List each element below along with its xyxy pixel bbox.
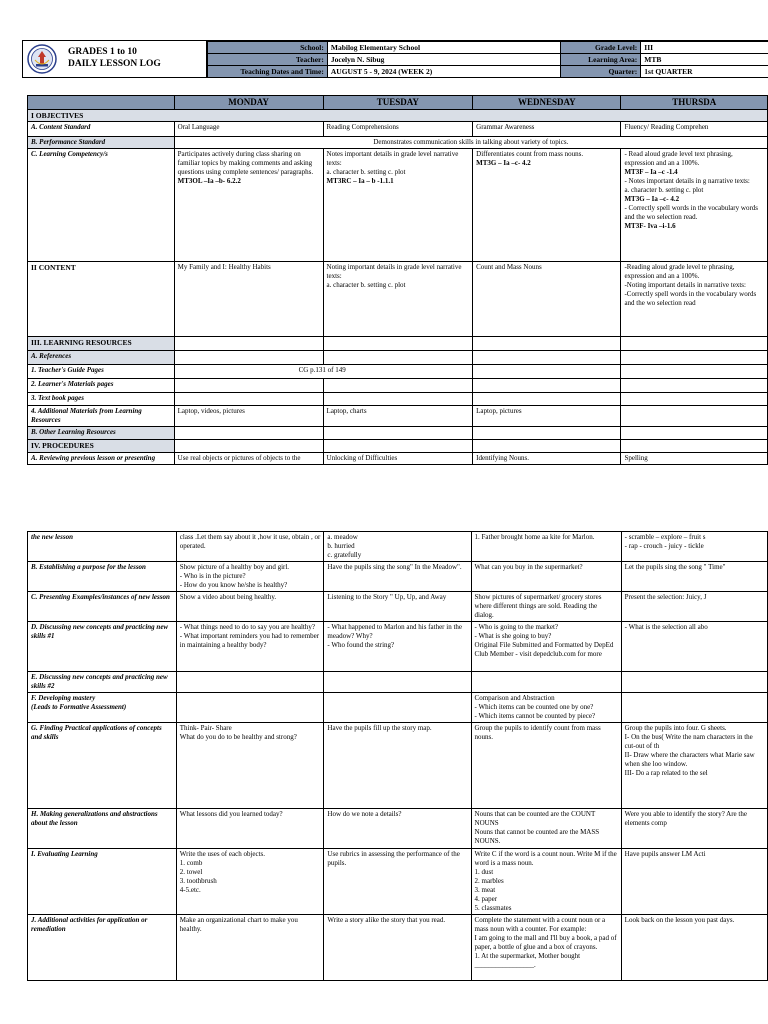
competency-label: C. Learning Competency/s <box>28 149 175 262</box>
section-objectives: I OBJECTIVES <box>28 110 768 122</box>
additional-materials-wed: Laptop, pictures <box>473 406 621 427</box>
examples-thu: Present the selection: Juicy, J <box>621 592 767 622</box>
day-tuesday: TUESDAY <box>323 96 473 110</box>
blank-cell <box>323 337 473 351</box>
additional-materials-tue: Laptop, charts <box>323 406 473 427</box>
purpose-label: B. Establishing a purpose for the lesson <box>28 562 177 592</box>
evaluating-thu: Have pupils answer LM Acti <box>621 849 767 915</box>
reviewing-mon: Use real objects or pictures of objects to the <box>174 453 323 465</box>
content-label: II CONTENT <box>28 262 175 337</box>
blank-cell <box>473 427 621 440</box>
teachers-guide-value <box>174 365 473 379</box>
competency-tue <box>323 149 473 262</box>
section-resources: III. LEARNING RESOURCES <box>28 337 175 351</box>
new-lesson-tue: a. meadow b. hurried c. gratefully <box>324 532 471 562</box>
generalizations-thu: Were you able to identify the story? Are the elements comp <box>621 809 767 849</box>
competency-wed-code: MT3G – Ia –c- 4.2 <box>476 159 531 167</box>
blank-cell <box>174 440 323 453</box>
evaluating-label: I. Evaluating Learning <box>28 849 177 915</box>
grade-label: Grade Level: <box>561 42 641 54</box>
blank-cell <box>621 351 768 365</box>
blank-cell <box>174 379 323 393</box>
blank-cell <box>621 365 768 379</box>
reviewing-tue: Unlocking of Difficulties <box>323 453 473 465</box>
performance-standard-label: B. Performance Standard <box>28 137 175 149</box>
references-label: A. References <box>28 351 175 365</box>
competency-thu-text-1: - Read aloud grade level text phrasing, expression and an a 100%. <box>624 150 733 167</box>
title-line-1: GRADES 1 to 10 <box>68 47 137 57</box>
generalizations-wed: Nouns that can be counted are the COUNT NOUNS Nouns that cannot be counted are the MASS NOUNS. <box>471 809 621 849</box>
quarter-label: Quarter: <box>561 66 641 78</box>
competency-mon-code: MT3OL –Ia –b- 6.2.2 <box>177 177 241 185</box>
new-lesson-label: the new lesson <box>28 532 177 562</box>
reviewing-label: A. Reviewing previous lesson or presenting <box>28 453 175 465</box>
competency-tue-text: Notes important details in grade level narrative texts: a. character b. setting c. plot <box>326 150 459 176</box>
blank-cell <box>176 693 324 723</box>
examples-label: C. Presenting Examples/instances of new lesson <box>28 592 177 622</box>
reviewing-thu: Spelling <box>621 453 768 465</box>
header-title-block <box>23 41 207 77</box>
evaluating-tue: Use rubrics in assessing the performance of the pupils. <box>324 849 471 915</box>
blank-cell <box>473 393 621 406</box>
teacher-value: Jocelyn N. Sibug <box>327 54 561 66</box>
additional-activities-wed: Complete the statement with a count noun or a mass noun with a counter. For example: I am going to the mall and I'll buy a book, a pad of paper, a bottle of glue and a box of crayons. 1. At the supermarket, Mother bought _________________. <box>471 915 621 981</box>
mastery-wed: Comparison and Abstraction - Which items can be counted one by one? - Which items cannot be counted by piece? <box>471 693 621 723</box>
blank-cell <box>473 365 621 379</box>
content-standard-wed: Grammar Awareness <box>473 122 621 137</box>
teachers-guide-text: CG p.131 of 149 <box>298 366 346 374</box>
practical-thu: Group the pupils into four. G sheets. I- On the bus( Write the nam characters in the cut-out of th II- Draw where the characters what Marie saw when she loo window. III- Do a rap related to the sel <box>621 723 767 809</box>
content-standard-mon: Oral Language <box>174 122 323 137</box>
blank-cell <box>174 351 323 365</box>
additional-activities-label: J. Additional activities for application or remediation <box>28 915 177 981</box>
teachers-guide-label <box>28 365 175 379</box>
generalizations-mon: What lessons did you learned today? <box>176 809 324 849</box>
generalizations-label: H. Making generalizations and abstractions about the lesson <box>28 809 177 849</box>
dates-label: Teaching Dates and Time: <box>208 66 328 78</box>
deped-seal-icon <box>27 44 57 74</box>
discussing-1-thu: - What is the selection all abo <box>621 622 767 672</box>
content-standard-tue: Reading Comprehensions <box>323 122 473 137</box>
header-info-table <box>207 41 768 78</box>
procedures-table <box>27 531 768 981</box>
competency-tue-code: MT3RC – Ia – b -1.1.1 <box>326 177 394 185</box>
practical-mon: Think- Pair- Share What do you do to be healthy and strong? <box>176 723 324 809</box>
school-value: Mabilog Elementary School <box>327 42 561 54</box>
blank-cell <box>621 406 768 427</box>
day-wednesday: WEDNESDAY <box>473 96 621 110</box>
title-line-2: DAILY LESSON LOG <box>68 59 161 69</box>
practical-wed: Group the pupils to identify count from mass nouns. <box>471 723 621 809</box>
practical-tue: Have the pupils fill up the story map. <box>324 723 471 809</box>
competency-thu-code-2: MT3G – Ia –c- 4.2 <box>624 195 680 203</box>
blank-cell <box>473 440 621 453</box>
blank-cell <box>324 693 471 723</box>
competency-thu-code-1: MT3F – Ia –c -1.4 <box>624 168 678 176</box>
dates-value: AUGUST 5 - 9, 2024 (WEEK 2) <box>327 66 561 78</box>
blank-cell <box>174 337 323 351</box>
competency-mon-text: Participates actively during class sharing on familiar topics by making comments and asking questions using complete sentences/ paragraphs. <box>177 150 314 176</box>
examples-wed: Show pictures of supermarket/ grocery stores where different things are sold. Reading the dialog. <box>471 592 621 622</box>
purpose-thu: Let the pupils sing the song " Time" <box>621 562 767 592</box>
competency-thu-code-3: MT3F- Iva –i-1.6 <box>624 222 676 230</box>
mastery-label: F. Developing mastery (Leads to Formative Assessment) <box>28 693 177 723</box>
teacher-label: Teacher: <box>208 54 328 66</box>
purpose-wed: What can you buy in the supermarket? <box>471 562 621 592</box>
reviewing-wed: Identifying Nouns. <box>473 453 621 465</box>
practical-label: G. Finding Practical applications of concepts and skills <box>28 723 177 809</box>
blank-cell <box>473 379 621 393</box>
blank-cell <box>473 337 621 351</box>
blank-cell <box>473 351 621 365</box>
competency-thu <box>621 149 768 262</box>
new-lesson-wed: 1. Father brought home aa kite for Marlon. <box>471 532 621 562</box>
new-lesson-mon: class .Let them say about it ,how it use, obtain , or operated. <box>176 532 324 562</box>
purpose-mon: Show picture of a healthy boy and girl. - Who is in the picture? - How do you know he/she is healthy? <box>176 562 324 592</box>
header-title <box>68 46 161 70</box>
blank-cell <box>621 440 768 453</box>
additional-materials-label: 4. Additional Materials from Learning Resources <box>28 406 175 427</box>
blank-cell <box>323 427 473 440</box>
day-monday: MONDAY <box>174 96 323 110</box>
generalizations-tue: How do we note a details? <box>324 809 471 849</box>
blank-cell <box>621 672 767 693</box>
day-thursday: THURSDA <box>621 96 768 110</box>
evaluating-wed: Write C if the word is a count noun. Write M if the word is a mass noun. 1. dust 2. marbles 3. meat 4. paper 5. classmates <box>471 849 621 915</box>
blank-cell <box>621 393 768 406</box>
competency-thu-text-2: - Notes important details in g narrative texts: a. character b. setting c. plot <box>624 177 750 194</box>
blank-cell <box>621 427 768 440</box>
purpose-tue: Have the pupils sing the song" In the Meadow". <box>324 562 471 592</box>
content-standard-label: A. Content Standard <box>28 122 175 137</box>
competency-wed-text: Differentiates count from mass nouns. <box>476 150 584 158</box>
blank-cell <box>176 672 324 693</box>
textbook-label: 3. Text book pages <box>28 393 175 406</box>
blank-cell <box>174 427 323 440</box>
teachers-guide-label-text: 1. Teacher's Guide Pages <box>31 366 104 374</box>
examples-tue: Listening to the Story " Up, Up, and Away <box>324 592 471 622</box>
blank-cell <box>324 672 471 693</box>
discussing-2-label: E. Discussing new concepts and practicing new skills #2 <box>28 672 177 693</box>
corner-cell <box>28 96 175 110</box>
discussing-1-tue: - What happened to Marlon and his father in the meadow? Why? - Who found the string? <box>324 622 471 672</box>
area-value: MTB <box>641 54 768 66</box>
dll-header <box>22 40 768 78</box>
examples-mon: Show a video about being healthy. <box>176 592 324 622</box>
content-mon: My Family and I: Healthy Habits <box>174 262 323 337</box>
blank-cell <box>323 393 473 406</box>
quarter-value: 1st QUARTER <box>641 66 768 78</box>
grade-value: III <box>641 42 768 54</box>
additional-activities-thu: Look back on the lesson you past days. <box>621 915 767 981</box>
blank-cell <box>621 693 767 723</box>
objectives-table <box>27 95 768 465</box>
competency-mon <box>174 149 323 262</box>
content-thu: -Reading aloud grade level te phrasing, expression and an a 100%. -Noting important details in narrative texts: -Correctly spell words in the vocabulary words and the wo selection read <box>621 262 768 337</box>
learners-materials-label: 2. Learner's Materials pages <box>28 379 175 393</box>
blank-cell <box>323 351 473 365</box>
blank-cell <box>621 337 768 351</box>
discussing-1-wed: - Who is going to the market? - What is she going to buy? Original File Submitted and Formatted by DepEd Club Member - visit depedclub.com for more <box>471 622 621 672</box>
blank-cell <box>323 379 473 393</box>
competency-thu-text-3: - Correctly spell words in the vocabulary words and the wo selection read. <box>624 204 759 221</box>
content-standard-thu: Fluency/ Reading Comprehen <box>621 122 768 137</box>
discussing-1-label: D. Discussing new concepts and practicing new skills #1 <box>28 622 177 672</box>
blank-cell <box>471 672 621 693</box>
other-resources-label: B. Other Learning Resources <box>28 427 175 440</box>
additional-activities-tue: Write a story alike the story that you read. <box>324 915 471 981</box>
section-procedures: IV. PROCEDURES <box>28 440 175 453</box>
discussing-1-mon: - What things need to do to say you are healthy? - What important reminders you had to remember in maintaining a healthy body? <box>176 622 324 672</box>
competency-wed <box>473 149 621 262</box>
content-tue: Noting important details in grade level narrative texts: a. character b. setting c. plot <box>323 262 473 337</box>
blank-cell <box>174 393 323 406</box>
additional-materials-mon: Laptop, videos, pictures <box>174 406 323 427</box>
additional-activities-mon: Make an organizational chart to make you healthy. <box>176 915 324 981</box>
school-label: School: <box>208 42 328 54</box>
blank-cell <box>621 379 768 393</box>
performance-standard-text: Demonstrates communication skills in talking about variety of topics. <box>174 137 767 149</box>
evaluating-mon: Write the uses of each objects. 1. comb 2. towel 3. toothbrush 4-5.etc. <box>176 849 324 915</box>
new-lesson-thu: - scramble – explore – fruit s - rap - crouch - juicy - tickle <box>621 532 767 562</box>
area-label: Learning Area: <box>561 54 641 66</box>
blank-cell <box>323 440 473 453</box>
content-wed: Count and Mass Nouns <box>473 262 621 337</box>
